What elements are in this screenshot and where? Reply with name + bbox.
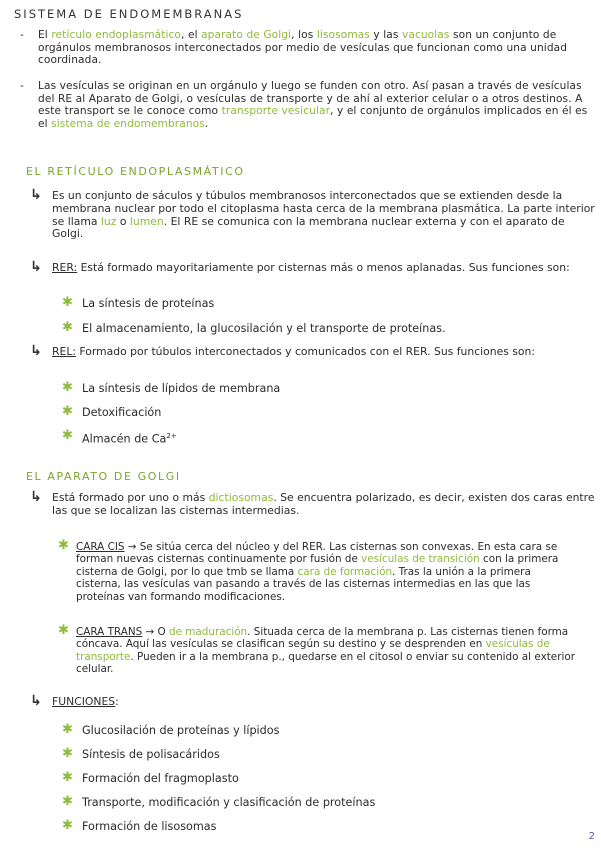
highlighted-term: lisosomas [316, 29, 370, 41]
dash-marker: - [20, 80, 24, 92]
intro-paragraph-2-text [20, 80, 595, 130]
text-segment: o [116, 214, 130, 228]
rer-label: RER: [52, 261, 78, 274]
text-segment: Es un conjunto de sáculos y túbulos membranosos interconectados que se extienden desde la membrana nuclear por todo el citoplasma hasta cerca de la membrana plasmática. La parte interior se llama [52, 189, 595, 228]
list-item-text: Transporte, modificación y clasificación de proteínas [82, 796, 376, 809]
asterisk-icon: ✱ [62, 818, 73, 833]
highlighted-term: luz [100, 214, 117, 228]
cara-cis-label: CARA CIS [76, 541, 125, 553]
cara-trans-label: CARA TRANS [76, 626, 143, 638]
reticulo-description [30, 187, 595, 241]
dash-marker: - [20, 29, 24, 41]
arrow-icon: ↳ [30, 259, 42, 275]
highlighted-term: lumen [129, 214, 164, 228]
funciones-heading [30, 693, 595, 709]
asterisk-icon: ✱ [62, 295, 73, 310]
highlighted-term: cara de formación [297, 565, 393, 578]
text-segment: con la primera cisterna de Golgi, por lo que tmb se llama [76, 553, 559, 578]
cara-trans-item [58, 623, 578, 676]
rel-label: REL: [52, 345, 76, 358]
list-item-text: La síntesis de proteínas [82, 297, 215, 310]
list-item-text: El almacenamiento, la glucosilación y el transporte de proteínas. [82, 322, 446, 335]
list-item-text: Detoxificación [82, 406, 162, 419]
list-item [62, 297, 595, 310]
superscript: 2+ [166, 432, 177, 440]
list-item [62, 796, 595, 809]
asterisk-icon: ✱ [58, 623, 69, 638]
highlighted-term: sistema de endomembranos [51, 117, 205, 130]
arrow-icon: ↳ [30, 343, 42, 359]
text-segment: . Se encuentra polarizado, es decir, existen dos caras entre las que se localizan las cisternas intermedias. [52, 491, 595, 517]
list-item-text: Formación del fragmoplasto [82, 772, 239, 785]
golgi-description-text [30, 489, 595, 518]
highlighted-term: vacuolas [401, 29, 450, 41]
list-item [62, 748, 595, 761]
highlighted-term: vesículas de transición [361, 553, 480, 566]
asterisk-icon: ✱ [62, 722, 73, 737]
list-item [62, 406, 595, 419]
section-heading-golgi: EL APARATO DE GOLGI [26, 470, 181, 483]
text-segment: , el [181, 29, 202, 41]
text-segment: . [204, 117, 209, 130]
list-item-text: Síntesis de polisacáridos [82, 748, 220, 761]
list-item [62, 772, 595, 785]
page-title: SISTEMA DE ENDOMEMBRANAS [14, 7, 244, 21]
highlighted-term: retículo endoplasmático [51, 29, 182, 41]
funciones-suffix: : [115, 695, 119, 708]
list-item-text: Glucosilación de proteínas y lípidos [82, 724, 280, 737]
list-item [62, 322, 595, 335]
golgi-description [30, 489, 595, 518]
highlighted-term: dictiosomas [208, 491, 274, 504]
list-item [62, 724, 595, 737]
rel-text: Formado por túbulos interconectados y comunicados con el RER. Sus funciones son: [75, 345, 536, 358]
text-segment: Está formado por uno o más [52, 491, 209, 504]
highlighted-term: aparato de Golgi [201, 29, 292, 41]
page-number: 2 [588, 831, 595, 842]
asterisk-icon: ✱ [58, 538, 69, 553]
text-segment: son un conjunto de orgánulos membranosos interconectados por medio de vesículas que funcionan como una unidad coordinada. [38, 29, 568, 67]
text-segment: . El RE se comunica con la membrana nuclear externa y con el aparato de Golgi. [52, 214, 565, 241]
highlighted-term: de maduración [169, 626, 248, 638]
asterisk-icon: ✱ [62, 746, 73, 761]
cara-cis-item [58, 538, 578, 603]
rer-text: Está formado mayoritariamente por cisternas más o menos aplanadas. Sus funciones son: [77, 261, 570, 274]
text-segment: . Tras la unión a la primera cisterna, las vesículas van pasando a través de las cisternas intermedias en las que las proteínas van formando modificaciones. [76, 565, 531, 603]
reticulo-description-text [30, 187, 595, 241]
arrow-icon: ↳ [30, 187, 42, 203]
asterisk-icon: ✱ [62, 428, 73, 443]
text-segment: → O [142, 626, 169, 638]
list-item-text: La síntesis de lípidos de membrana [82, 382, 281, 395]
section-heading-reticulo: EL RETÍCULO ENDOPLASMÁTICO [26, 165, 245, 178]
list-item-text: Formación de lisosomas [82, 820, 217, 833]
asterisk-icon: ✱ [62, 794, 73, 809]
intro-paragraph-2 [20, 80, 595, 130]
funciones-label: FUNCIONES [52, 695, 116, 708]
list-item-text: Almacén de Ca [82, 432, 167, 446]
text-segment: , y el conjunto de orgánulos implicados en él es el [38, 105, 588, 130]
text-segment: Las vesículas se originan en un orgánulo y luego se funden con otro. Así pasan a través de vesículas del RE al Aparato de Golgi, o vesículas de transporte y de ahí al exterior celular o a otros destinos. A este transport se le conoce como [38, 80, 583, 118]
asterisk-icon: ✱ [62, 404, 73, 419]
text-segment: El [38, 29, 52, 41]
cara-cis-text [76, 541, 558, 603]
highlighted-term: vesículas de transporte [76, 638, 550, 663]
text-segment: , los [291, 29, 317, 41]
intro-paragraph-1-text [20, 29, 595, 67]
text-segment: . Situada cerca de la membrana p. Las cisternas tienen forma cóncava. Aquí las vesículas se clasifican según su destino y se desprenden en [76, 626, 569, 651]
cara-trans-text [76, 626, 575, 675]
arrow-icon: ↳ [30, 489, 42, 505]
list-item [62, 382, 595, 395]
arrow-icon: ↳ [30, 693, 42, 709]
text-segment: . Pueden ir a la membrana p., quedarse en el citosol o enviar su contenido al exterior celular. [76, 650, 575, 676]
text-segment: y las [369, 29, 402, 41]
rel-description [30, 343, 595, 359]
intro-paragraph-1 [20, 29, 595, 67]
highlighted-term: transporte vesicular [221, 105, 331, 118]
asterisk-icon: ✱ [62, 770, 73, 785]
rer-description [30, 259, 595, 275]
text-segment: → Se sitúa cerca del núcleo y del RER. Las cisternas son convexas. En esta cara se forman nuevas cisternas continuamente por fusión de [76, 541, 558, 566]
asterisk-icon: ✱ [62, 380, 73, 395]
asterisk-icon: ✱ [62, 320, 73, 335]
list-item [62, 430, 595, 446]
list-item [62, 820, 595, 833]
